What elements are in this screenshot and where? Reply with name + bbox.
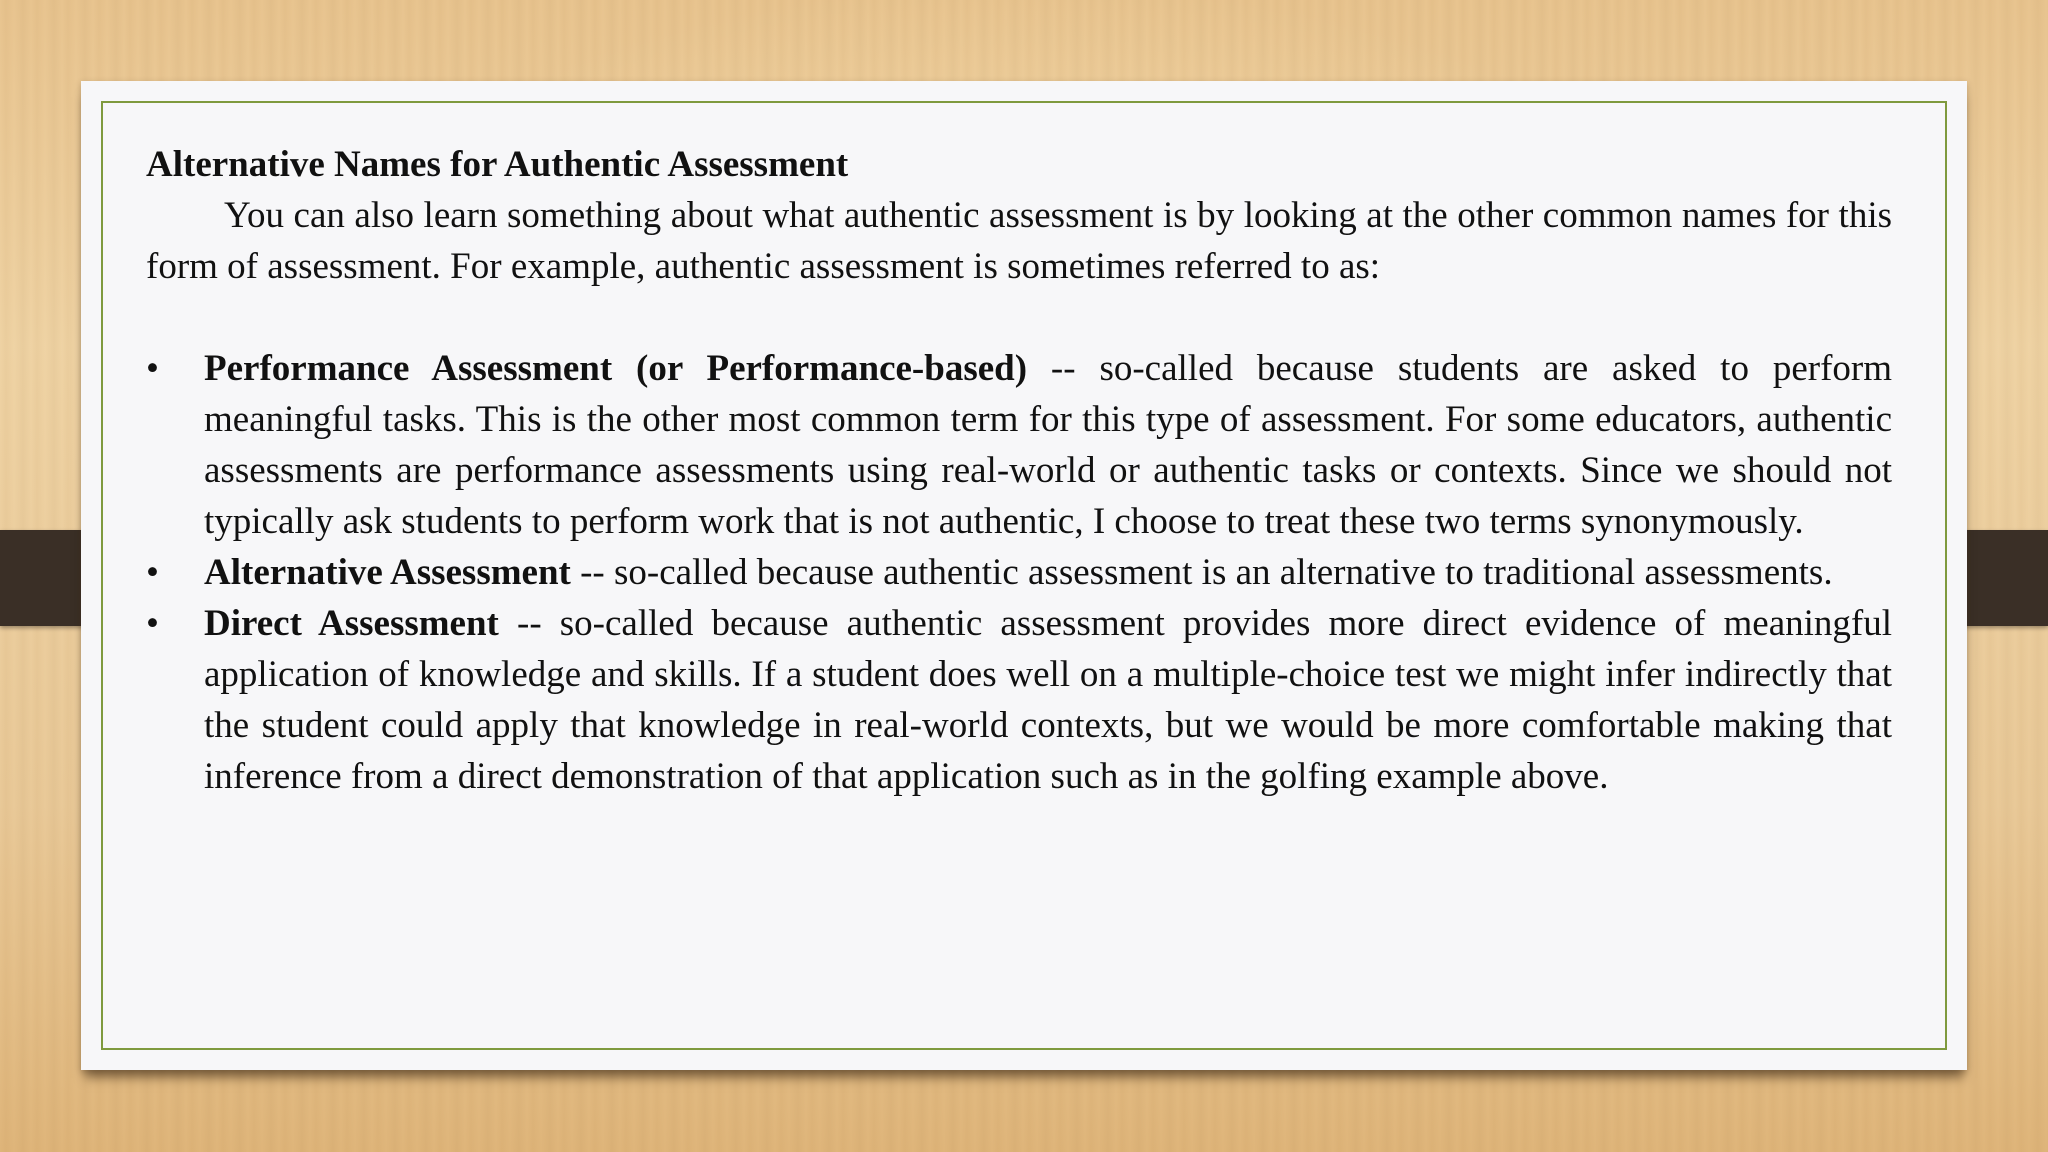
list-item <box>146 343 1892 547</box>
item-text: -- so-called because students are asked to perform meaningful tasks. This is the other most common term for this type of assessment. For some educators, authentic assessments are performance assessments using real-world or authentic tasks or contexts. Since we should not typically ask students to perform work that is not authentic, I choose to treat these two terms synonymously. <box>204 348 1892 542</box>
bullet-list <box>146 343 1892 802</box>
slide-content <box>146 139 1892 802</box>
list-item <box>146 598 1892 802</box>
bullet-icon: • <box>146 603 159 644</box>
bullet-icon: • <box>146 348 159 389</box>
bullet-icon: • <box>146 552 159 593</box>
item-term: Alternative Assessment <box>204 552 571 593</box>
slide-card <box>81 81 1967 1070</box>
intro-paragraph: You can also learn something about what authentic assessment is by looking at the other common names for this form of assessment. For example, authentic assessment is sometimes referred to as: <box>146 195 1892 287</box>
paragraph-spacer <box>146 292 1892 343</box>
slide-heading: Alternative Names for Authentic Assessment <box>146 144 849 185</box>
list-item <box>146 547 1892 598</box>
item-text: -- so-called because authentic assessment provides more direct evidence of meaningful application of knowledge and skills. If a student does well on a multiple-choice test we might infer indirectly that the student could apply that knowledge in real-world contexts, but we would be more comfortable making that inference from a direct demonstration of that application such as in the golfing example above. <box>204 603 1892 797</box>
item-term: Direct Assessment <box>204 603 499 644</box>
item-text: -- so-called because authentic assessment is an alternative to traditional assessments. <box>570 552 1833 593</box>
item-term: Performance Assessment (or Performance-based) <box>204 348 1028 389</box>
